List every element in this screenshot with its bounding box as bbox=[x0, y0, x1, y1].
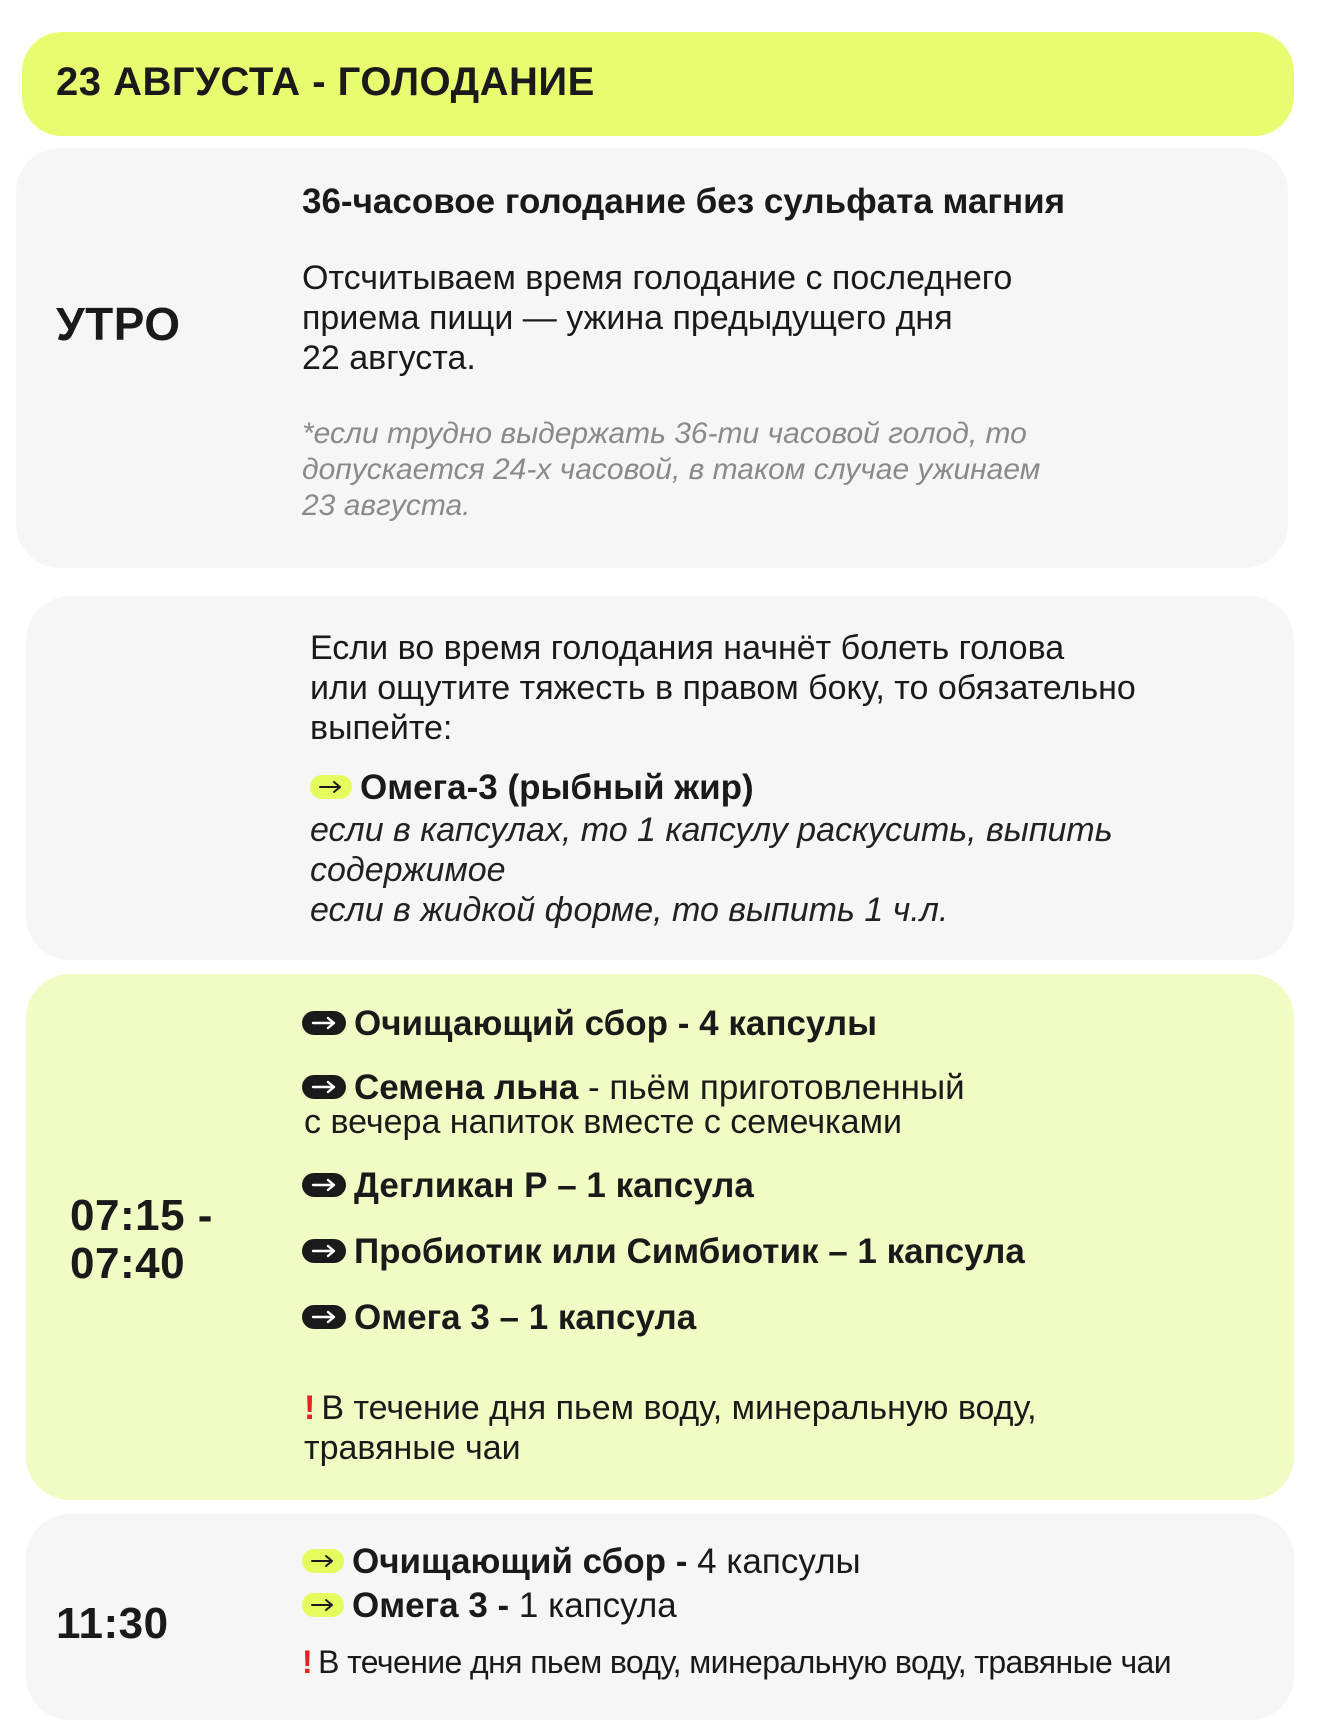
slot2-item-1-label: Очищающий сбор - bbox=[352, 1542, 698, 1581]
slot1-water-text-1: В течение дня пьем воду, минеральную воду, bbox=[321, 1389, 1037, 1427]
omega-item-line-2: содержимое bbox=[310, 851, 506, 889]
slot-0715-time-line-1: 07:15 - bbox=[70, 1191, 213, 1240]
morning-heading: 36-часовое голодание без сульфата магния bbox=[302, 182, 1066, 221]
morning-label: УТРО bbox=[56, 298, 181, 350]
slot1-water-line-2: травяные чаи bbox=[304, 1429, 521, 1467]
slot2-item-1-qty: 4 капсулы bbox=[697, 1542, 861, 1581]
morning-note-line-2: допускается 24-х часовой, в таком случае ужинаем bbox=[302, 453, 1041, 486]
slot1-item-2-label: Семена льна bbox=[354, 1068, 579, 1107]
headache-intro-line-2: или ощутите тяжесть в правом боку, то обязательно bbox=[310, 669, 1136, 707]
arrow-right-icon bbox=[310, 775, 352, 799]
slot-1130-card bbox=[26, 1514, 1294, 1720]
morning-body-line-2: приема пищи — ужина предыдущего дня bbox=[302, 299, 953, 337]
morning-body-line-1: Отсчитываем время голодание с последнего bbox=[302, 259, 1013, 297]
page-title: 23 АВГУСТА - ГОЛОДАНИЕ bbox=[56, 60, 595, 104]
slot-0715-card bbox=[26, 974, 1294, 1500]
slot2-water-line bbox=[302, 1642, 1171, 1682]
exclamation-icon: ! bbox=[302, 1644, 313, 1680]
omega-item-line-1: если в капсулах, то 1 капсулу раскусить, выпить bbox=[310, 811, 1113, 849]
arrow-right-icon bbox=[302, 1173, 346, 1197]
slot-0715-time-line-2: 07:40 bbox=[70, 1238, 186, 1288]
arrow-right-icon bbox=[302, 1075, 346, 1099]
slot1-item-1 bbox=[302, 1004, 877, 1044]
slot2-item-2 bbox=[302, 1586, 677, 1626]
omega-item-title-row bbox=[310, 768, 754, 808]
slot1-item-5 bbox=[302, 1298, 696, 1338]
slot2-item-1 bbox=[302, 1542, 861, 1582]
headache-intro-line-1: Если во время голодания начнёт болеть голова bbox=[310, 629, 1065, 667]
slot-1130-time: 11:30 bbox=[56, 1599, 169, 1648]
morning-body-line-3: 22 августа. bbox=[302, 339, 476, 377]
arrow-right-icon bbox=[302, 1593, 344, 1617]
slot1-water-line-1 bbox=[304, 1388, 1037, 1428]
slot1-item-1-label: Очищающий сбор - 4 капсулы bbox=[354, 1004, 878, 1043]
slot2-water-text: В течение дня пьем воду, минеральную воду, травяные чаи bbox=[318, 1644, 1172, 1680]
omega-item-line-3: если в жидкой форме, то выпить 1 ч.л. bbox=[310, 891, 949, 929]
slot1-item-3 bbox=[302, 1166, 754, 1206]
headache-intro-line-3: выпейте: bbox=[310, 709, 453, 747]
slot2-item-2-label: Омега 3 - bbox=[352, 1586, 519, 1625]
arrow-right-icon bbox=[302, 1011, 346, 1035]
slot1-item-2-detail-line-2: с вечера напиток вместе с семечками bbox=[304, 1103, 902, 1141]
arrow-right-icon bbox=[302, 1305, 346, 1329]
slot1-item-2-detail: - пьём приготовленный bbox=[578, 1068, 965, 1107]
morning-note-line-1: *если трудно выдержать 36-ти часовой голод, то bbox=[302, 417, 1027, 450]
arrow-right-icon bbox=[302, 1239, 346, 1263]
headache-card bbox=[26, 596, 1294, 960]
slot2-item-2-qty: 1 капсула bbox=[518, 1586, 677, 1625]
slot-0715-time bbox=[70, 1192, 213, 1287]
morning-card bbox=[16, 148, 1288, 568]
omega-item-title: Омега-3 (рыбный жир) bbox=[360, 768, 754, 807]
slot1-item-4-label: Пробиотик или Симбиотик – 1 капсула bbox=[354, 1232, 1025, 1271]
slot1-item-4 bbox=[302, 1232, 1025, 1272]
slot1-item-5-label: Омега 3 – 1 капсула bbox=[354, 1298, 697, 1337]
arrow-right-icon bbox=[302, 1549, 344, 1573]
slot1-item-3-label: Дегликан Р – 1 капсула bbox=[354, 1166, 754, 1205]
exclamation-icon: ! bbox=[304, 1389, 316, 1427]
morning-note-line-3: 23 августа. bbox=[302, 489, 471, 522]
header-banner bbox=[22, 32, 1294, 136]
